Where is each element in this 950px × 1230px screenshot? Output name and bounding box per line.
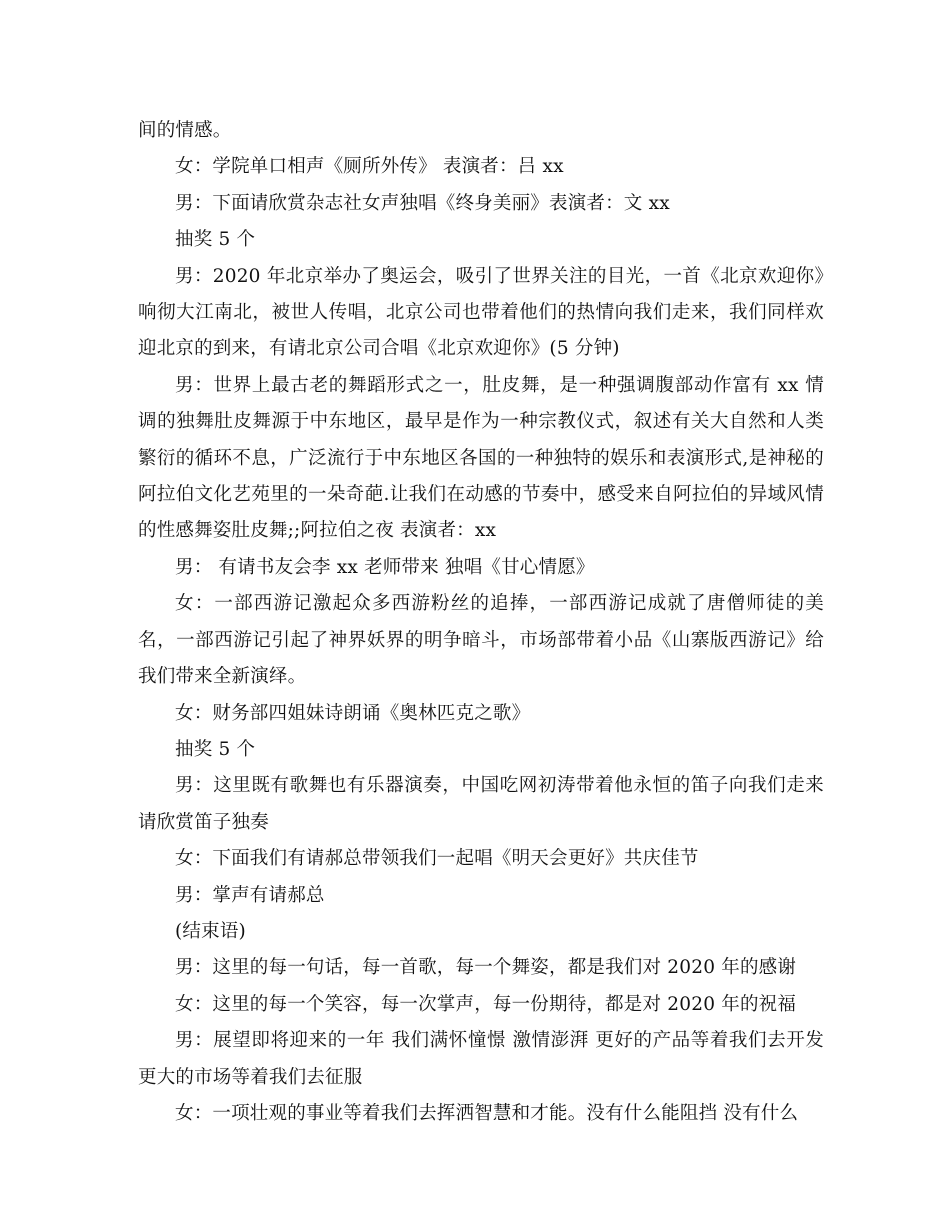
paragraph: 抽奖 5 个 <box>175 738 256 760</box>
paragraph: 男：掌声有请郝总 <box>175 884 325 906</box>
paragraph: 女：学院单口相声《厕所外传》 表演者：吕 xx <box>175 156 564 178</box>
paragraph: 间的情感。 <box>138 120 232 141</box>
paragraph: 女：一部西游记激起众多西游粉丝的追捧，一部西游记成就了唐僧师徒的美名，一部西游记引起了神界妖界的明争暗斗，市场部带着小品《山寨版西游记》给我们带来全新演绎。 <box>138 593 824 688</box>
paragraph: 女：一项壮观的事业等着我们去挥洒智慧和才能。没有什么能阻挡 没有什么 <box>175 1102 799 1124</box>
paragraph: 男：展望即将迎来的一年 我们满怀憧憬 激情澎湃 更好的产品等着我们去开发 更大的市场等着我们去征服 <box>138 1030 824 1088</box>
paragraph: 女：财务部四姐妹诗朗诵《奥林匹克之歌》 <box>175 702 531 724</box>
paragraph: 男：下面请欣赏杂志社女声独唱《终身美丽》表演者：文 xx <box>175 192 670 214</box>
paragraph: 男： 有请书友会李 xx 老师带来 独唱《甘心情愿》 <box>175 556 595 578</box>
paragraph: 女：下面我们有请郝总带领我们一起唱《明天会更好》共庆佳节 <box>175 848 699 870</box>
paragraph: 抽奖 5 个 <box>175 229 256 251</box>
paragraph: 男：世界上最古老的舞蹈形式之一，肚皮舞，是一种强调腹部动作富有 xx 情调的独舞肚皮舞源于中东地区，最早是作为一种宗教仪式，叙述有关大自然和人类繁衍的循环不息，广泛流行于中东地区各国的一种独特的娱乐和表演形式,是神秘的阿拉伯文化艺苑里的一朵奇葩.让我们在动感的节奏中，感受来自阿拉伯的异域风情的性感舞姿肚皮舞;;阿拉伯之夜 表演者：xx <box>138 374 824 542</box>
paragraph: 男：这里的每一句话，每一首歌，每一个舞姿，都是我们对 2020 年的感谢 <box>175 957 797 979</box>
document-body <box>138 113 824 1132</box>
paragraph: 男：这里既有歌舞也有乐器演奏，中国吃网初涛带着他永恒的笛子向我们走来请欣赏笛子独奏 <box>138 775 824 833</box>
paragraph: 男：2020 年北京举办了奥运会，吸引了世界关注的目光，一首《北京欢迎你》响彻大江南北，被世人传唱，北京公司也带着他们的热情向我们走来，我们同样欢迎北京的到来，有请北京公司合唱《北京欢迎你》(5 分钟) <box>138 265 824 360</box>
paragraph: 女：这里的每一个笑容，每一次掌声，每一份期待，都是对 2020 年的祝福 <box>175 993 797 1015</box>
paragraph: (结束语) <box>175 920 246 942</box>
